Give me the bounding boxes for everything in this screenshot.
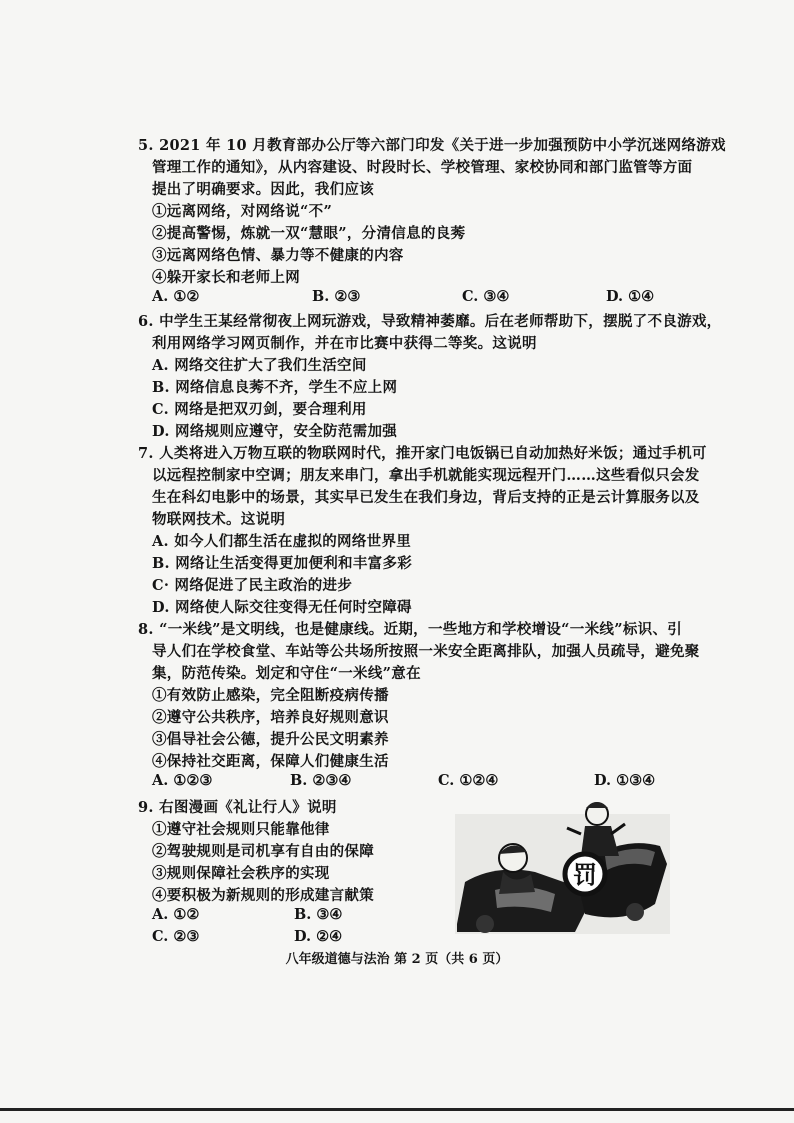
- q6-option-d: D. 网络规则应遵守，安全防范需加强: [152, 423, 398, 440]
- q9-item-2: ②驾驶规则是司机享有自由的保障: [152, 843, 374, 860]
- q7-stem-line-2: 以远程控制家中空调；朋友来串门，拿出手机就能实现远程开门……这些看似只会发: [152, 467, 700, 484]
- q8-stem-line-3: 集，防范传染。划定和守住“一米线”意在: [152, 665, 421, 682]
- q6-option-a: A. 网络交往扩大了我们生活空间: [152, 357, 367, 374]
- q7-option-c: C· 网络促进了民主政治的进步: [152, 577, 353, 594]
- q6-stem-line-2: 利用网络学习网页制作，并在市比赛中获得二等奖。这说明: [152, 335, 537, 352]
- q8-item-2: ②遵守公共秩序，培养良好规则意识: [152, 709, 389, 726]
- q5-option-d: D. ①④: [606, 288, 655, 305]
- q9-option-b: B. ③④: [294, 906, 343, 923]
- q5-stem-line-3: 提出了明确要求。因此，我们应该: [152, 181, 374, 198]
- page-footer: 八年级道德与法治 第 2 页（共 6 页）: [285, 952, 509, 967]
- q8-stem-line-1: 8. “一米线”是文明线，也是健康线。近期，一些地方和学校增设“一米线”标识、引: [138, 621, 683, 638]
- q7-stem-line-4: 物联网技术。这说明: [152, 511, 286, 528]
- q5-stem-line-2: 管理工作的通知》，从内容建设、时段时长、学校管理、家校协同和部门监管等方面: [152, 159, 693, 176]
- cartoon-sign-text: 罚: [573, 861, 597, 889]
- bottom-rule: [0, 1108, 794, 1111]
- q7-stem-line-3: 生在科幻电影中的场景，其实早已发生在我们身边，背后支持的正是云计算服务以及: [152, 489, 700, 506]
- q8-option-d: D. ①③④: [594, 772, 656, 789]
- q5-option-c: C. ③④: [462, 288, 510, 305]
- q9-option-c: C. ②③: [152, 928, 200, 945]
- q8-item-4: ④保持社交距离，保障人们健康生活: [152, 753, 389, 770]
- q9-item-3: ③规则保障社会秩序的实现: [152, 865, 330, 882]
- q5-item-1: ①远离网络，对网络说“不”: [152, 203, 333, 220]
- q5-item-4: ④躲开家长和老师上网: [152, 269, 300, 286]
- q6-stem-line-1: 6. 中学生王某经常彻夜上网玩游戏，导致精神萎靡。后在老师帮助下，摆脱了不良游戏，: [138, 313, 722, 330]
- q6-option-b: B. 网络信息良莠不齐，学生不应上网: [152, 379, 398, 396]
- q7-option-a: A. 如今人们都生活在虚拟的网络世界里: [152, 533, 412, 550]
- q7-option-b: B. 网络让生活变得更加便利和丰富多彩: [152, 555, 413, 572]
- q9-option-a: A. ①②: [152, 906, 200, 923]
- q8-stem-line-2: 导人们在学校食堂、车站等公共场所按照一米安全距离排队，加强人员疏导，避免聚: [152, 643, 700, 660]
- q8-item-1: ①有效防止感染，完全阻断疫病传播: [152, 687, 389, 704]
- q6-option-c: C. 网络是把双刃剑，要合理利用: [152, 401, 367, 418]
- q9-item-1: ①遵守社会规则只能靠他律: [152, 821, 330, 838]
- q7-stem-line-1: 7. 人类将进入万物互联的物联网时代，推开家门电饭锅已自动加热好米饭；通过手机可: [138, 445, 707, 462]
- q5-item-2: ②提高警惕，炼就一双“慧眼”，分清信息的良莠: [152, 225, 466, 242]
- q8-option-b: B. ②③④: [290, 772, 352, 789]
- q9-item-4: ④要积极为新规则的形成建言献策: [152, 887, 374, 904]
- q5-option-b: B. ②③: [312, 288, 361, 305]
- cartoon-illustration: [455, 794, 670, 934]
- q5-item-3: ③远离网络色情、暴力等不健康的内容: [152, 247, 404, 264]
- q8-option-a: A. ①②③: [152, 772, 213, 789]
- q8-option-c: C. ①②④: [438, 772, 499, 789]
- q9-option-d: D. ②④: [294, 928, 343, 945]
- q7-option-d: D. 网络使人际交往变得无任何时空障碍: [152, 599, 412, 616]
- q5-stem-line-1: 5. 2021 年 10 月教育部办公厅等六部门印发《关于进一步加强预防中小学沉迷网络游戏: [138, 137, 726, 154]
- q8-item-3: ③倡导社会公德，提升公民文明素养: [152, 731, 389, 748]
- q9-stem-line-1: 9. 右图漫画《礼让行人》说明: [138, 799, 337, 816]
- q5-option-a: A. ①②: [152, 288, 200, 305]
